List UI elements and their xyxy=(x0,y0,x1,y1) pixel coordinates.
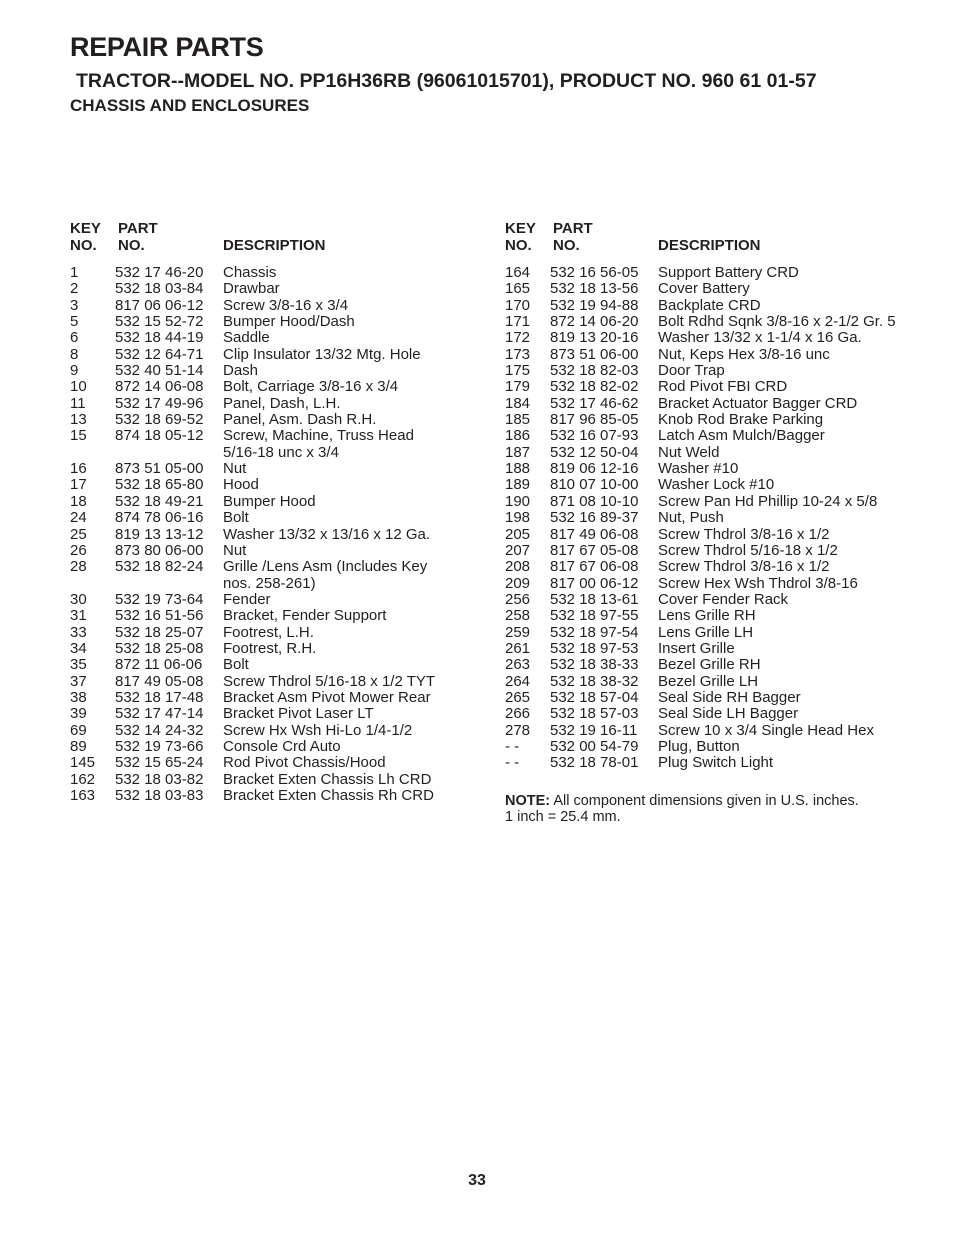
part-number: 817 49 06-08 xyxy=(550,525,639,543)
part-number: 871 08 10-10 xyxy=(550,492,639,510)
part-description: Footrest, L.H. xyxy=(223,623,314,641)
part-description: Bumper Hood xyxy=(223,492,316,510)
key-number: 31 xyxy=(70,607,87,625)
table-row xyxy=(70,690,470,706)
key-number: 37 xyxy=(70,672,87,690)
table-row xyxy=(505,657,905,673)
part-number: 532 14 24-32 xyxy=(115,721,204,739)
part-description: Dash xyxy=(223,362,259,380)
part-number: 532 40 51-14 xyxy=(115,362,204,380)
key-number: 28 xyxy=(70,558,87,576)
table-row xyxy=(70,592,470,608)
key-number: 209 xyxy=(505,574,531,592)
key-number: 189 xyxy=(505,476,531,494)
key-number: 265 xyxy=(505,688,531,706)
key-number: - - xyxy=(505,754,520,772)
part-description: Washer #10 xyxy=(658,460,739,478)
part-description: Insert Grille xyxy=(658,639,735,657)
part-number: 532 15 65-24 xyxy=(115,754,204,772)
part-number: 819 13 20-16 xyxy=(550,329,639,347)
key-number: 179 xyxy=(505,378,531,396)
key-number: 188 xyxy=(505,460,531,478)
part-number: 873 51 06-00 xyxy=(550,345,639,363)
part-number: 532 17 46-20 xyxy=(115,264,204,281)
table-row xyxy=(70,706,470,722)
part-number: 817 67 05-08 xyxy=(550,541,639,559)
table-row xyxy=(505,428,905,444)
part-description: Screw Thdrol 3/8-16 x 1/2 xyxy=(658,525,830,543)
key-number: 25 xyxy=(70,525,87,543)
table-row xyxy=(70,674,470,690)
part-number: 532 18 03-83 xyxy=(115,787,204,804)
part-number: 532 19 94-88 xyxy=(550,296,639,314)
key-number: 173 xyxy=(505,345,531,363)
part-number: 532 18 97-54 xyxy=(550,623,639,641)
part-number: 532 19 73-66 xyxy=(115,737,204,755)
part-description: Support Battery CRD xyxy=(658,264,799,281)
part-header-line2: NO. xyxy=(118,237,145,254)
key-number: 263 xyxy=(505,656,531,674)
part-description: Washer 13/32 x 13/16 x 12 Ga. xyxy=(223,525,431,543)
part-description: Clip Insulator 13/32 Mtg. Hole xyxy=(223,345,421,363)
table-row xyxy=(505,559,905,575)
part-number: 817 67 06-08 xyxy=(550,558,639,576)
key-number: 205 xyxy=(505,525,531,543)
part-description: Seal Side RH Bagger xyxy=(658,688,801,706)
table-row xyxy=(505,641,905,657)
part-number: 532 18 97-55 xyxy=(550,607,639,625)
table-row xyxy=(70,281,470,297)
key-number: 171 xyxy=(505,313,531,331)
part-number: 532 18 38-32 xyxy=(550,672,639,690)
key-number: 10 xyxy=(70,378,87,396)
key-number: 26 xyxy=(70,541,87,559)
part-description: Lens Grille LH xyxy=(658,623,754,641)
table-row xyxy=(505,723,905,739)
key-number: 8 xyxy=(70,345,79,363)
part-number: 817 49 05-08 xyxy=(115,672,204,690)
part-number: 872 14 06-08 xyxy=(115,378,204,396)
parts-table-right xyxy=(505,220,905,825)
key-number: 184 xyxy=(505,394,531,412)
key-number: 17 xyxy=(70,476,87,494)
part-number: 532 18 57-03 xyxy=(550,705,639,723)
part-number: 532 18 78-01 xyxy=(550,754,639,772)
part-header-line1: PART xyxy=(118,220,158,237)
part-number: 819 13 13-12 xyxy=(115,525,204,543)
part-description: Screw Pan Hd Phillip 10-24 x 5/8 xyxy=(658,492,878,510)
part-number: 532 17 49-96 xyxy=(115,394,204,412)
key-number: 18 xyxy=(70,492,87,510)
table-row xyxy=(70,428,470,461)
parts-list-right xyxy=(505,265,905,772)
table-row xyxy=(505,510,905,526)
table-row xyxy=(505,576,905,592)
key-number: 207 xyxy=(505,541,531,559)
part-description: Plug Switch Light xyxy=(658,754,774,772)
part-description: Bezel Grille RH xyxy=(658,656,761,674)
key-number: 172 xyxy=(505,329,531,347)
key-number: 278 xyxy=(505,721,531,739)
part-description: Backplate CRD xyxy=(658,296,761,314)
part-number: 532 16 89-37 xyxy=(550,509,639,527)
table-row xyxy=(505,281,905,297)
description-header: DESCRIPTION xyxy=(658,237,761,254)
key-number: 164 xyxy=(505,264,531,281)
note-label: NOTE: xyxy=(505,792,551,809)
key-number: 145 xyxy=(70,754,96,772)
page-title: REPAIR PARTS xyxy=(70,32,264,62)
table-row xyxy=(505,494,905,510)
part-number: 532 18 38-33 xyxy=(550,656,639,674)
part-description: Bezel Grille LH xyxy=(658,672,759,690)
table-row xyxy=(505,543,905,559)
key-number: 163 xyxy=(70,787,96,804)
table-row xyxy=(505,265,905,281)
table-row xyxy=(70,527,470,543)
part-number: 532 12 64-71 xyxy=(115,345,204,363)
key-number: 170 xyxy=(505,296,531,314)
part-number: 532 12 50-04 xyxy=(550,443,639,461)
table-row xyxy=(505,739,905,755)
key-number: 258 xyxy=(505,607,531,625)
part-description: Nut xyxy=(223,460,247,478)
part-description: Nut xyxy=(223,541,247,559)
part-description: Cover Battery xyxy=(658,280,750,298)
part-description: Seal Side LH Bagger xyxy=(658,705,799,723)
part-number: 873 51 05-00 xyxy=(115,460,204,478)
part-number: 532 00 54-79 xyxy=(550,737,639,755)
part-number: 532 17 46-62 xyxy=(550,394,639,412)
key-number: 162 xyxy=(70,770,96,788)
table-row xyxy=(505,363,905,379)
part-number: 817 00 06-12 xyxy=(550,574,639,592)
table-row xyxy=(505,674,905,690)
part-description: Screw Thdrol 5/16-18 x 1/2 TYT xyxy=(223,672,436,690)
key-header-line1: KEY xyxy=(505,220,536,237)
part-description: Console Crd Auto xyxy=(223,737,341,755)
part-number: 532 18 82-02 xyxy=(550,378,639,396)
part-description: Bracket Asm Pivot Mower Rear xyxy=(223,688,431,706)
table-row xyxy=(505,396,905,412)
table-row xyxy=(505,690,905,706)
parts-table-left xyxy=(70,220,470,804)
key-number: 2 xyxy=(70,280,79,298)
table-row xyxy=(70,379,470,395)
part-number: 532 15 52-72 xyxy=(115,313,204,331)
part-description: Panel, Dash, L.H. xyxy=(223,394,341,412)
table-row xyxy=(70,641,470,657)
table-row xyxy=(505,461,905,477)
part-number: 532 18 03-82 xyxy=(115,770,204,788)
table-row xyxy=(70,314,470,330)
key-number: 259 xyxy=(505,623,531,641)
key-number: 24 xyxy=(70,509,87,527)
part-description: Bolt xyxy=(223,656,249,674)
key-number: 39 xyxy=(70,705,87,723)
part-number: 532 18 69-52 xyxy=(115,411,204,429)
part-number: 872 14 06-20 xyxy=(550,313,639,331)
part-number: 532 19 16-11 xyxy=(550,721,638,739)
table-row xyxy=(70,723,470,739)
description-header: DESCRIPTION xyxy=(223,237,326,254)
part-description: Screw 3/8-16 x 3/4 xyxy=(223,296,349,314)
part-number: 532 16 07-93 xyxy=(550,427,639,445)
part-number: 874 78 06-16 xyxy=(115,509,204,527)
part-number: 532 18 97-53 xyxy=(550,639,639,657)
part-description: Nut, Keps Hex 3/8-16 unc xyxy=(658,345,830,363)
part-number: 532 17 47-14 xyxy=(115,705,204,723)
table-row xyxy=(70,412,470,428)
parts-list-left xyxy=(70,265,470,804)
part-description: Door Trap xyxy=(658,362,725,380)
part-description: Screw Hx Wsh Hi-Lo 1/4-1/2 xyxy=(223,721,413,739)
part-description: Screw Thdrol 5/16-18 x 1/2 xyxy=(658,541,838,559)
part-number: 532 18 49-21 xyxy=(115,492,204,510)
part-description: Lens Grille RH xyxy=(658,607,756,625)
part-number: 532 18 13-61 xyxy=(550,590,639,608)
key-number: 33 xyxy=(70,623,87,641)
part-description: Washer Lock #10 xyxy=(658,476,775,494)
key-number: 198 xyxy=(505,509,531,527)
part-description: Bolt Rdhd Sqnk 3/8-16 x 2-1/2 Gr. 5 xyxy=(658,313,896,331)
part-description: Screw 10 x 3/4 Single Head Hex xyxy=(658,721,874,739)
table-row xyxy=(70,298,470,314)
table-row xyxy=(70,396,470,412)
part-number: 532 18 65-80 xyxy=(115,476,204,494)
key-number: 35 xyxy=(70,656,87,674)
key-number: 3 xyxy=(70,296,79,314)
table-row xyxy=(505,298,905,314)
part-number: 873 80 06-00 xyxy=(115,541,204,559)
part-number: 817 96 85-05 xyxy=(550,411,639,429)
part-number: 532 18 17-48 xyxy=(115,688,204,706)
table-row xyxy=(505,330,905,346)
key-number: 5 xyxy=(70,313,79,331)
key-number: 30 xyxy=(70,590,87,608)
key-number: 208 xyxy=(505,558,531,576)
part-number: 532 18 82-24 xyxy=(115,558,204,576)
part-description: Bracket Actuator Bagger CRD xyxy=(658,394,858,412)
part-description: Nut, Push xyxy=(658,509,724,527)
part-description: Fender xyxy=(223,590,271,608)
table-row xyxy=(505,314,905,330)
part-number: 810 07 10-00 xyxy=(550,476,639,494)
key-number: 185 xyxy=(505,411,531,429)
part-header-line2: NO. xyxy=(553,237,580,254)
table-row xyxy=(505,412,905,428)
key-number: 261 xyxy=(505,639,531,657)
key-number: 264 xyxy=(505,672,531,690)
table-row xyxy=(70,347,470,363)
part-description: Knob Rod Brake Parking xyxy=(658,411,824,429)
part-number: 817 06 06-12 xyxy=(115,296,204,314)
table-row xyxy=(70,657,470,673)
part-number: 532 18 03-84 xyxy=(115,280,204,298)
part-number: 532 18 25-08 xyxy=(115,639,204,657)
part-description: Nut Weld xyxy=(658,443,720,461)
key-number: 165 xyxy=(505,280,531,298)
table-row xyxy=(70,363,470,379)
table-row xyxy=(70,772,470,788)
part-number: 874 18 05-12 xyxy=(115,427,204,445)
table-row xyxy=(505,755,905,771)
key-header-line2: NO. xyxy=(505,237,532,254)
part-number: 532 18 25-07 xyxy=(115,623,204,641)
table-row xyxy=(70,625,470,641)
key-number: 256 xyxy=(505,590,531,608)
key-header-line1: KEY xyxy=(70,220,101,237)
table-row xyxy=(505,592,905,608)
part-description: Hood xyxy=(223,476,259,494)
table-row xyxy=(505,445,905,461)
part-description: Rod Pivot Chassis/Hood xyxy=(223,754,386,772)
part-number: 532 19 73-64 xyxy=(115,590,204,608)
table-row xyxy=(505,706,905,722)
table-row xyxy=(70,510,470,526)
section-heading: CHASSIS AND ENCLOSURES xyxy=(70,96,310,115)
key-header-line2: NO. xyxy=(70,237,97,254)
table-row xyxy=(505,625,905,641)
key-number: 15 xyxy=(70,427,87,445)
part-number: 532 16 51-56 xyxy=(115,607,204,625)
key-number: 38 xyxy=(70,688,87,706)
part-description: Bracket, Fender Support xyxy=(223,607,387,625)
part-description: Washer 13/32 x 1-1/4 x 16 Ga. xyxy=(658,329,862,347)
key-number: 187 xyxy=(505,443,531,461)
part-description: Panel, Asm. Dash R.H. xyxy=(223,411,377,429)
page-number: 33 xyxy=(468,1172,486,1189)
table-header xyxy=(505,220,905,265)
key-number: 266 xyxy=(505,705,531,723)
part-description: Bracket Exten Chassis Rh CRD xyxy=(223,787,434,804)
key-number: 175 xyxy=(505,362,531,380)
part-description: Cover Fender Rack xyxy=(658,590,789,608)
part-description: Bolt, Carriage 3/8-16 x 3/4 xyxy=(223,378,399,396)
key-number: 13 xyxy=(70,411,87,429)
part-description: Bolt xyxy=(223,509,249,527)
table-row xyxy=(505,477,905,493)
key-number: 16 xyxy=(70,460,87,478)
part-description: Footrest, R.H. xyxy=(223,639,317,657)
table-row xyxy=(505,527,905,543)
table-row xyxy=(70,461,470,477)
table-row xyxy=(70,543,470,559)
dimension-note xyxy=(505,793,905,825)
part-number: 532 18 82-03 xyxy=(550,362,639,380)
table-row xyxy=(70,265,470,281)
part-description: Bracket Exten Chassis Lh CRD xyxy=(223,770,432,788)
table-row xyxy=(70,739,470,755)
part-description: Plug, Button xyxy=(658,737,740,755)
table-row xyxy=(70,559,470,592)
part-description: Screw, Machine, Truss Head 5/16-18 unc x 3/4 xyxy=(223,427,414,461)
note-conversion: 1 inch = 25.4 mm. xyxy=(505,808,621,825)
key-number: 69 xyxy=(70,721,87,739)
part-header-line1: PART xyxy=(553,220,593,237)
key-number: 190 xyxy=(505,492,531,510)
part-number: 532 18 44-19 xyxy=(115,329,204,347)
table-header xyxy=(70,220,470,265)
part-description: Chassis xyxy=(223,264,277,281)
key-number: - - xyxy=(505,737,520,755)
part-description: Screw Thdrol 3/8-16 x 1/2 xyxy=(658,558,830,576)
table-row xyxy=(70,477,470,493)
key-number: 1 xyxy=(70,264,79,281)
key-number: 9 xyxy=(70,362,79,380)
part-number: 532 18 13-56 xyxy=(550,280,639,298)
table-row xyxy=(70,494,470,510)
key-number: 34 xyxy=(70,639,87,657)
table-row xyxy=(70,788,470,804)
table-row xyxy=(505,347,905,363)
table-row xyxy=(70,330,470,346)
part-number: 532 18 57-04 xyxy=(550,688,639,706)
table-row xyxy=(70,608,470,624)
part-description: Screw Hex Wsh Thdrol 3/8-16 xyxy=(658,574,858,592)
table-row xyxy=(70,755,470,771)
part-description: Saddle xyxy=(223,329,270,347)
part-number: 872 11 06-06 xyxy=(115,656,203,674)
part-description: Drawbar xyxy=(223,280,280,298)
note-text: All component dimensions given in U.S. inches. xyxy=(550,792,859,809)
table-row xyxy=(505,379,905,395)
part-number: 819 06 12-16 xyxy=(550,460,639,478)
key-number: 6 xyxy=(70,329,79,347)
part-description: Latch Asm Mulch/Bagger xyxy=(658,427,825,445)
key-number: 89 xyxy=(70,737,87,755)
part-number: 532 16 56-05 xyxy=(550,264,639,281)
key-number: 11 xyxy=(70,394,86,412)
part-description: Bumper Hood/Dash xyxy=(223,313,355,331)
part-description: Grille /Lens Asm (Includes Key nos. 258-261) xyxy=(223,558,428,592)
key-number: 186 xyxy=(505,427,531,445)
model-subtitle: TRACTOR--MODEL NO. PP16H36RB (96061015701), PRODUCT NO. 960 61 01-57 xyxy=(76,70,817,92)
part-description: Rod Pivot FBI CRD xyxy=(658,378,788,396)
part-description: Bracket Pivot Laser LT xyxy=(223,705,374,723)
table-row xyxy=(505,608,905,624)
